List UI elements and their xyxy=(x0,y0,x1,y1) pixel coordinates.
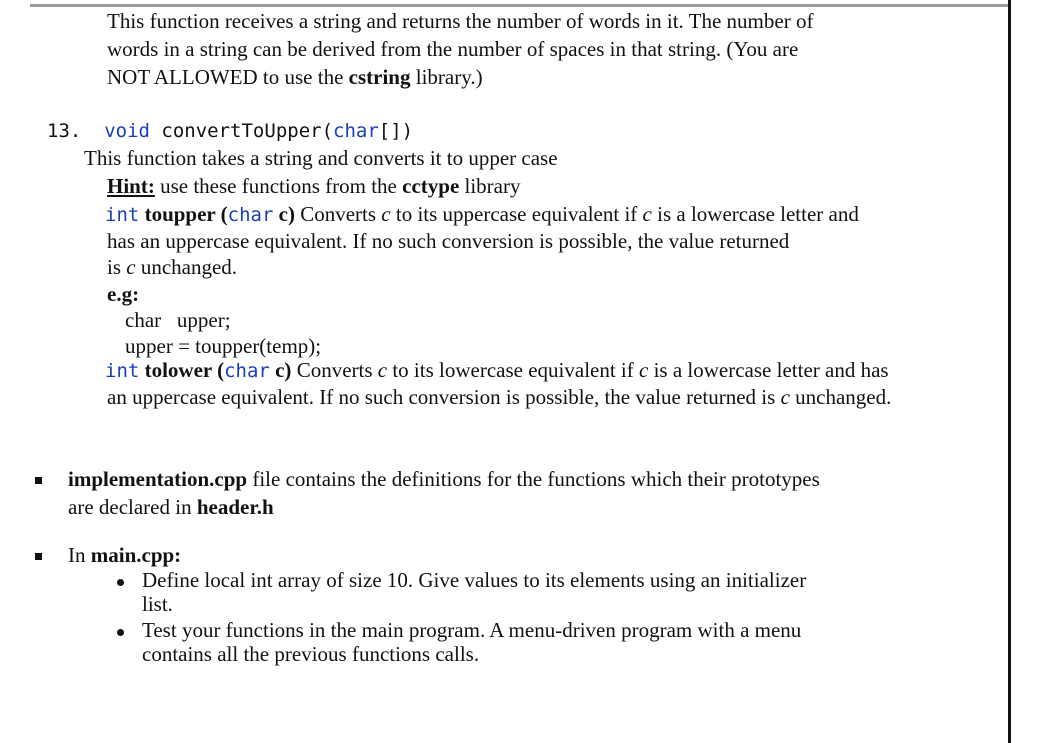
intro-line-3 xyxy=(107,65,483,90)
toupper-line-3 xyxy=(107,255,237,280)
hint-label: Hint: xyxy=(107,174,155,198)
item-13-description xyxy=(84,146,558,171)
var-c: c xyxy=(381,202,391,226)
intro-line-2-text: words in a string can be derived from the number of spaces in that string. (You are xyxy=(107,37,799,61)
sub-bullet-2-text-2: contains all the previous functions calls. xyxy=(142,642,480,666)
example-code-1: char upper; xyxy=(125,308,231,332)
tolower-line-1 xyxy=(105,358,889,383)
var-c: c xyxy=(126,255,136,279)
intro-line-1-text: This function receives a string and returns the number of words in it. The number of xyxy=(107,9,814,33)
hint-line xyxy=(107,174,521,199)
paren-open: ( xyxy=(220,202,228,226)
function-name: convertToUpper( xyxy=(149,120,334,142)
implementation-file-name: implementation.cpp xyxy=(68,467,248,491)
eg-label: e.g: xyxy=(107,282,140,306)
example-label xyxy=(107,282,139,307)
top-divider xyxy=(30,4,1008,7)
intro-line-1 xyxy=(107,9,813,34)
keyword-char: char xyxy=(224,360,270,382)
keyword-void: void xyxy=(104,120,150,142)
toupper-line-2 xyxy=(107,229,789,254)
toupper-desc-3: is xyxy=(107,255,127,279)
signature-end: []) xyxy=(378,120,414,142)
sub-bullet-1-text-2: list. xyxy=(142,592,173,616)
param-c: c) xyxy=(269,358,292,382)
hint-text: use these functions from the xyxy=(154,174,403,198)
item-number: 13. xyxy=(47,120,82,142)
implementation-text-2: are declared in xyxy=(68,495,197,519)
intro-line-3-text: NOT ALLOWED to use the xyxy=(107,65,349,89)
hint-text-end: library xyxy=(459,174,521,198)
main-text: In xyxy=(68,543,91,567)
tolower-line-2 xyxy=(107,385,891,410)
toupper-line-1 xyxy=(105,202,859,227)
implementation-bullet-line-2 xyxy=(68,495,274,520)
square-bullet-icon xyxy=(35,477,42,484)
example-line-2 xyxy=(125,334,321,359)
implementation-text: file contains the definitions for the functions which their prototypes xyxy=(247,467,820,491)
sub-bullet-1-text: Define local int array of size 10. Give values to its elements using an initializer xyxy=(142,568,807,592)
tolower-desc: is a lowercase letter and has xyxy=(648,358,889,382)
main-file-name: main.cpp: xyxy=(90,543,182,567)
tolower-desc: Converts xyxy=(291,358,378,382)
round-bullet-icon xyxy=(117,629,124,636)
paren-open: ( xyxy=(217,358,225,382)
example-code-2: upper = toupper(temp); xyxy=(125,334,322,358)
keyword-int: int xyxy=(105,360,140,382)
intro-line-3-end: library.) xyxy=(410,65,483,89)
toupper-name: toupper xyxy=(139,202,221,226)
var-c: c xyxy=(377,358,388,382)
main-bullet xyxy=(68,543,181,568)
toupper-desc-3-end: unchanged. xyxy=(135,255,238,279)
sub-bullet-2-line-2 xyxy=(142,642,479,667)
keyword-int: int xyxy=(105,204,140,226)
intro-line-2 xyxy=(107,37,798,62)
toupper-desc-2: has an uppercase equivalent. If no such conversion is possible, the value returned xyxy=(107,229,790,253)
page-right-border xyxy=(1008,0,1011,743)
tolower-desc-2: an uppercase equivalent. If no such conversion is possible, the value returned is xyxy=(107,385,781,409)
tolower-name: tolower xyxy=(139,358,218,382)
toupper-desc: to its uppercase equivalent if xyxy=(390,202,643,226)
header-file-name: header.h xyxy=(196,495,274,519)
item-13-heading xyxy=(47,120,413,142)
toupper-desc: Converts xyxy=(294,202,382,226)
example-line-1 xyxy=(125,308,231,333)
toupper-desc: is a lowercase letter and xyxy=(651,202,859,226)
param-c: c) xyxy=(273,202,295,226)
tolower-desc: to its lowercase equivalent if xyxy=(387,358,640,382)
sub-bullet-2-line-1 xyxy=(142,618,801,643)
var-c: c xyxy=(642,202,652,226)
sub-bullet-1-line-1 xyxy=(142,568,806,593)
keyword-char: char xyxy=(227,204,274,226)
keyword-char: char xyxy=(333,120,379,142)
square-bullet-icon xyxy=(35,553,42,560)
description-text: This function takes a string and converts it to upper case xyxy=(84,146,558,170)
implementation-bullet-line-1 xyxy=(68,467,820,492)
var-c: c xyxy=(639,358,649,382)
tolower-desc-2-end: unchanged. xyxy=(789,385,892,409)
var-c: c xyxy=(780,385,790,409)
sub-bullet-1-line-2 xyxy=(142,592,173,617)
cstring-term: cstring xyxy=(348,65,411,89)
cctype-term: cctype xyxy=(402,174,460,198)
sub-bullet-2-text: Test your functions in the main program. A menu-driven program with a menu xyxy=(142,618,802,642)
round-bullet-icon xyxy=(117,579,124,586)
